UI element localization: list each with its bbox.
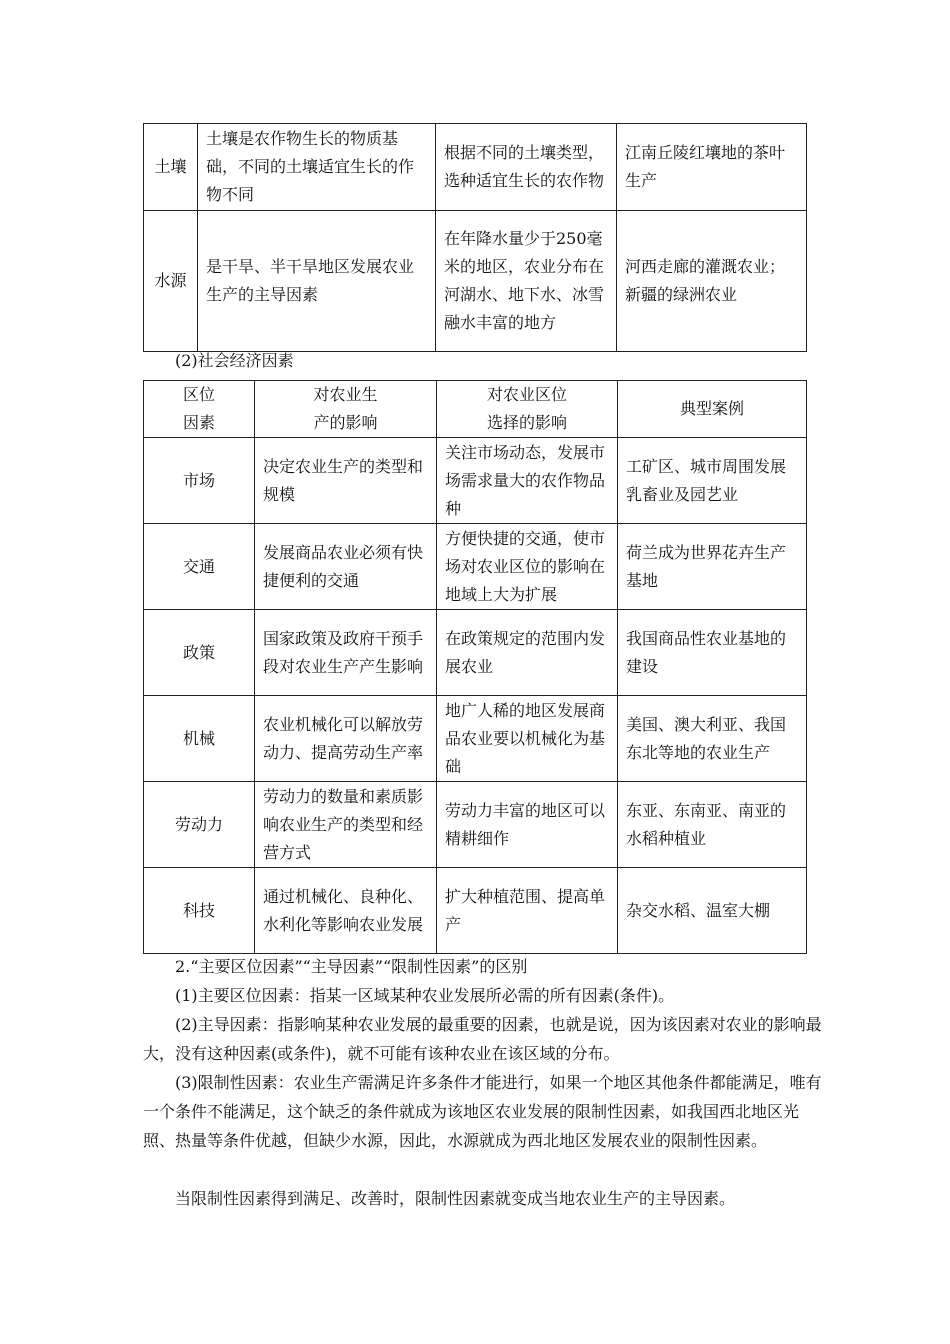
- factor-cell: 机械: [144, 696, 255, 782]
- heading-text: 2.“主要区位因素”“主导因素”“限制性因素”的区别: [175, 957, 528, 976]
- influence-cell: 国家政策及政府干预手段对农业生产产生影响: [255, 610, 437, 696]
- choice-cell: 扩大种植范围、提高单产: [437, 868, 618, 954]
- factor-cell: 政策: [144, 610, 255, 696]
- influence-cell: 是干旱、半干旱地区发展农业生产的主导因素: [198, 211, 436, 352]
- choice-cell: 方便快捷的交通，使市场对农业区位的影响在地域上大为扩展: [437, 524, 618, 610]
- choice-cell: 劳动力丰富的地区可以精耕细作: [437, 782, 618, 868]
- natural-factors-table: [143, 123, 807, 352]
- factor-cell: 交通: [144, 524, 255, 610]
- table-row: [144, 610, 807, 696]
- factor-cell: 市场: [144, 438, 255, 524]
- paragraph-limiting-factors: (3)限制性因素：农业生产需满足许多条件才能进行，如果一个地区其他条件都能满足，唯有一个条件不能满足，这个缺乏的条件就成为该地区农业发展的限制性因素，如我国西北地区光照、热量等条件优越，但缺少水源，因此，水源就成为西北地区发展农业的限制性因素。: [143, 1073, 822, 1150]
- socioeconomic-factors-table: [143, 380, 807, 954]
- factor-cell: 科技: [144, 868, 255, 954]
- case-cell: 美国、澳大利亚、我国东北等地的农业生产: [618, 696, 807, 782]
- table-row: [144, 782, 807, 868]
- section-heading: [143, 952, 823, 981]
- case-cell: 荷兰成为世界花卉生产基地: [618, 524, 807, 610]
- influence-cell: 发展商品农业必须有快捷便利的交通: [255, 524, 437, 610]
- choice-cell: 在政策规定的范围内发展农业: [437, 610, 618, 696]
- choice-cell: 根据不同的土壤类型，选种适宜生长的农作物: [436, 124, 617, 211]
- table-row: [144, 524, 807, 610]
- paragraph-conclusion: 当限制性因素得到满足、改善时，限制性因素就变成当地农业生产的主导因素。: [175, 1189, 736, 1208]
- influence-cell: 劳动力的数量和素质影响农业生产的类型和经营方式: [255, 782, 437, 868]
- header-case: 典型案例: [618, 381, 807, 438]
- table-row: [144, 211, 807, 352]
- case-cell: 河西走廊的灌溉农业；新疆的绿洲农业: [617, 211, 807, 352]
- table-row: [144, 868, 807, 954]
- factor-cell: 水源: [144, 211, 198, 352]
- paragraph-dominant-factors: (2)主导因素：指影响某种农业发展的最重要的因素，也就是说，因为该因素对农业的影响最大，没有这种因素(或条件)，就不可能有该种农业在该区域的分布。: [143, 1015, 822, 1063]
- case-cell: 江南丘陵红壤地的茶叶生产: [617, 124, 807, 211]
- factor-cell: 劳动力: [144, 782, 255, 868]
- influence-cell: 农业机械化可以解放劳动力、提高劳动生产率: [255, 696, 437, 782]
- influence-cell: 土壤是农作物生长的物质基础，不同的土壤适宜生长的作物不同: [198, 124, 436, 211]
- table-row: [144, 438, 807, 524]
- header-factor: 区位 因素: [144, 381, 255, 438]
- factor-cell: 土壤: [144, 124, 198, 211]
- header-choice: 对农业区位 选择的影响: [437, 381, 618, 438]
- table-row: [144, 124, 807, 211]
- header-influence: 对农业生 产的影响: [255, 381, 437, 438]
- choice-cell: 关注市场动态，发展市场需求量大的农作物品种: [437, 438, 618, 524]
- case-cell: 我国商品性农业基地的建设: [618, 610, 807, 696]
- table-row: [144, 696, 807, 782]
- case-cell: 杂交水稻、温室大棚: [618, 868, 807, 954]
- choice-cell: 地广人稀的地区发展商品农业要以机械化为基础: [437, 696, 618, 782]
- case-cell: 东亚、东南亚、南亚的水稻种植业: [618, 782, 807, 868]
- choice-cell: 在年降水量少于250毫米的地区，农业分布在河湖水、地下水、冰雪融水丰富的地方: [436, 211, 617, 352]
- table-header-row: [144, 381, 807, 438]
- influence-cell: 决定农业生产的类型和规模: [255, 438, 437, 524]
- influence-cell: 通过机械化、良种化、水利化等影响农业发展: [255, 868, 437, 954]
- paragraph-main-factors: (1)主要区位因素：指某一区域某种农业发展所必需的所有因素(条件)。: [175, 986, 675, 1005]
- case-cell: 工矿区、城市周围发展乳畜业及园艺业: [618, 438, 807, 524]
- table-caption: (2)社会经济因素: [175, 351, 294, 370]
